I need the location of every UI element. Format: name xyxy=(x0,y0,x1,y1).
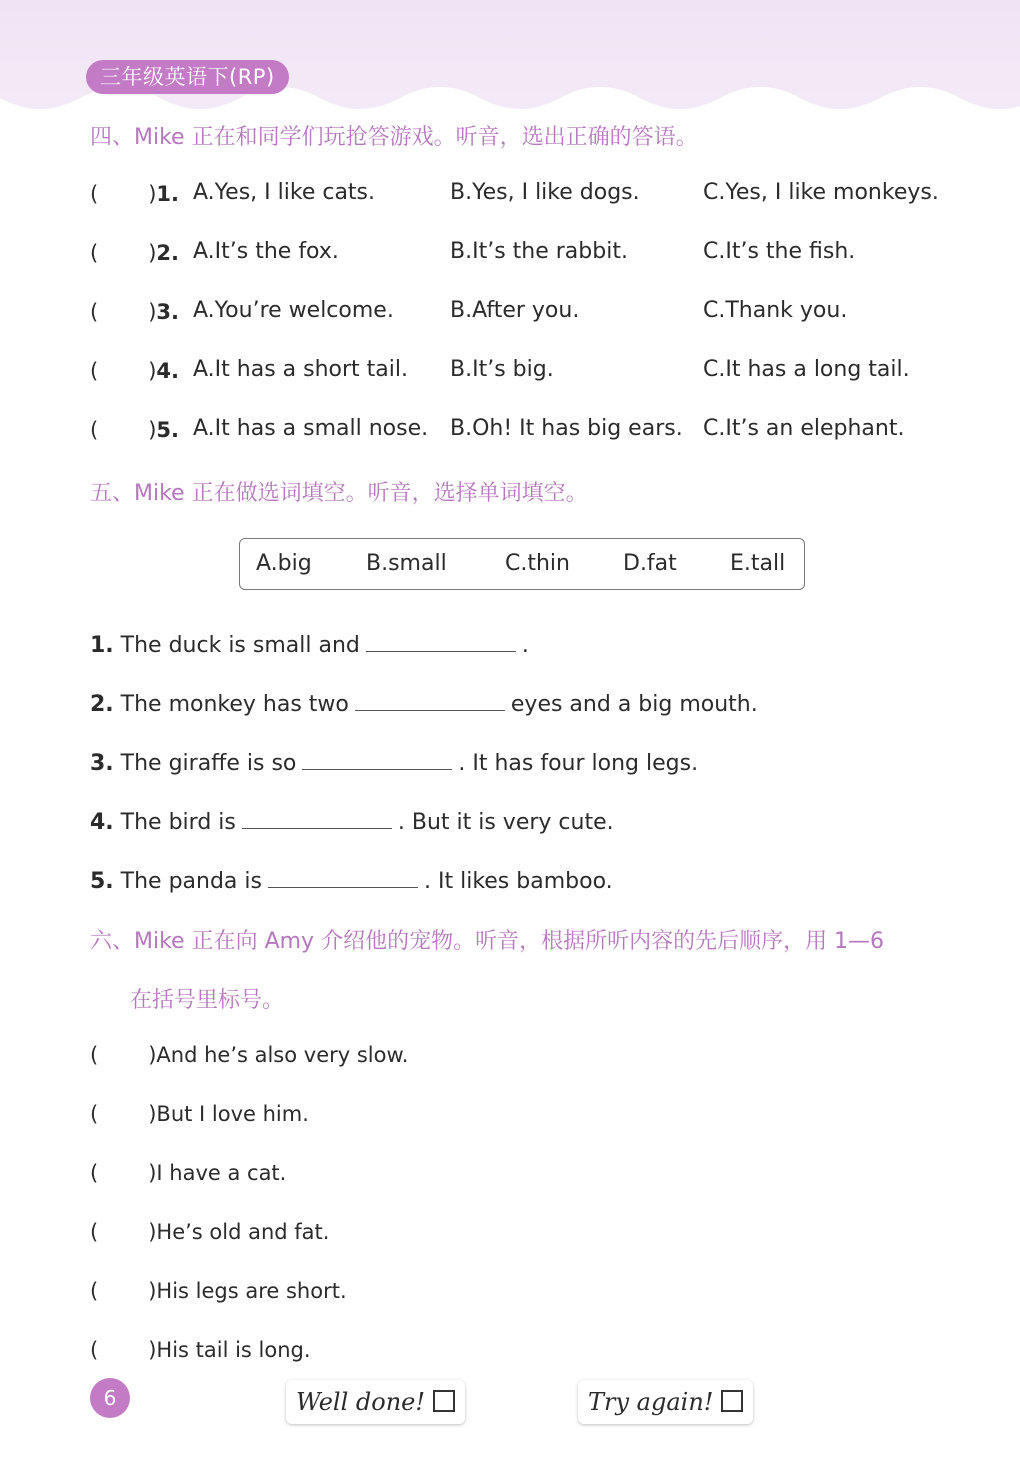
order-item-5-text: His legs are short. xyxy=(156,1279,347,1303)
fill-4-blank[interactable] xyxy=(242,806,392,829)
section4-title: 四、Mike 正在和同学们玩抢答游戏。听音，选出正确的答语。 xyxy=(90,125,698,150)
fill-3-blank[interactable] xyxy=(302,747,452,770)
q2-number: 2. xyxy=(156,241,179,265)
well-done-stamp xyxy=(286,1380,465,1424)
fill-4-before: The bird is xyxy=(120,810,236,835)
word-option-b: B.small xyxy=(366,551,447,576)
fill-2-after: eyes and a big mouth. xyxy=(510,692,758,717)
q2-option-b: B.It’s the rabbit. xyxy=(450,239,628,264)
q4-option-c: C.It has a long tail. xyxy=(703,357,910,382)
q5-number: 5. xyxy=(156,418,179,442)
well-done-label: Well done! xyxy=(296,1388,426,1416)
fill-2-blank[interactable] xyxy=(355,688,505,711)
q5-option-b: B.Oh! It has big ears. xyxy=(450,416,683,441)
order-item-4-text: He’s old and fat. xyxy=(156,1220,330,1244)
grade-badge: 三年级英语下(RP) xyxy=(86,60,289,94)
order-item-2-text: But I love him. xyxy=(156,1102,309,1126)
q1-answer-slot[interactable]: ( )1. xyxy=(90,182,179,206)
fill-5-before: The panda is xyxy=(120,869,262,894)
q4-number: 4. xyxy=(156,359,179,383)
q1-number: 1. xyxy=(156,182,179,206)
fill-2-number: 2. xyxy=(90,692,114,717)
word-option-c: C.thin xyxy=(505,551,570,576)
order-item-1-text: And he’s also very slow. xyxy=(156,1043,409,1067)
order-item-4[interactable]: ( )He’s old and fat. xyxy=(90,1220,330,1244)
order-item-1[interactable]: ( )And he’s also very slow. xyxy=(90,1043,409,1067)
q4-answer-slot[interactable]: ( )4. xyxy=(90,359,179,383)
order-item-5[interactable]: ( )His legs are short. xyxy=(90,1279,347,1303)
fill-5-blank[interactable] xyxy=(268,865,418,888)
order-item-3[interactable]: ( )I have a cat. xyxy=(90,1161,287,1185)
q2-option-a: A.It’s the fox. xyxy=(193,239,339,264)
q1-option-a: A.Yes, I like cats. xyxy=(193,180,376,205)
well-done-checkbox[interactable] xyxy=(433,1390,455,1412)
q3-option-a: A.You’re welcome. xyxy=(193,298,394,323)
try-again-checkbox[interactable] xyxy=(721,1390,743,1412)
try-again-label: Try again! xyxy=(588,1388,714,1416)
fill-3-number: 3. xyxy=(90,751,114,776)
fill-item-4 xyxy=(90,806,614,835)
order-item-3-text: I have a cat. xyxy=(156,1161,287,1185)
q3-answer-slot[interactable]: ( )3. xyxy=(90,300,179,324)
fill-item-2 xyxy=(90,688,758,717)
section5-title: 五、Mike 正在做选词填空。听音，选择单词填空。 xyxy=(90,481,588,506)
q3-option-b: B.After you. xyxy=(450,298,580,323)
q5-option-c: C.It’s an elephant. xyxy=(703,416,905,441)
q5-answer-slot[interactable]: ( )5. xyxy=(90,418,179,442)
fill-5-after: . It likes bamboo. xyxy=(424,869,613,894)
q1-option-c: C.Yes, I like monkeys. xyxy=(703,180,939,205)
fill-2-before: The monkey has two xyxy=(120,692,349,717)
fill-item-3 xyxy=(90,747,698,776)
section6-title-line2: 在括号里标号。 xyxy=(130,988,285,1013)
order-item-2[interactable]: ( )But I love him. xyxy=(90,1102,309,1126)
fill-5-number: 5. xyxy=(90,869,114,894)
fill-4-after: . But it is very cute. xyxy=(397,810,614,835)
section6-title-line1: 六、Mike 正在向 Amy 介绍他的宠物。听音，根据所听内容的先后顺序，用 1—6 xyxy=(90,929,885,954)
fill-4-number: 4. xyxy=(90,810,114,835)
q4-option-b: B.It’s big. xyxy=(450,357,554,382)
fill-3-before: The giraffe is so xyxy=(120,751,297,776)
word-option-a: A.big xyxy=(256,551,312,576)
try-again-stamp xyxy=(578,1380,753,1424)
fill-3-after: . It has four long legs. xyxy=(458,751,699,776)
q2-option-c: C.It’s the fish. xyxy=(703,239,856,264)
word-option-d: D.fat xyxy=(623,551,677,576)
order-item-6[interactable]: ( )His tail is long. xyxy=(90,1338,311,1362)
q3-number: 3. xyxy=(156,300,179,324)
q5-option-a: A.It has a small nose. xyxy=(193,416,429,441)
q4-option-a: A.It has a short tail. xyxy=(193,357,408,382)
fill-1-before: The duck is small and xyxy=(120,633,360,658)
fill-1-number: 1. xyxy=(90,633,114,658)
word-bank xyxy=(239,538,805,590)
fill-item-5 xyxy=(90,865,613,894)
fill-item-1 xyxy=(90,629,529,658)
q2-answer-slot[interactable]: ( )2. xyxy=(90,241,179,265)
order-item-6-text: His tail is long. xyxy=(156,1338,311,1362)
fill-1-blank[interactable] xyxy=(366,629,516,652)
page-number: 6 xyxy=(90,1378,130,1418)
q3-option-c: C.Thank you. xyxy=(703,298,848,323)
q1-option-b: B.Yes, I like dogs. xyxy=(450,180,640,205)
word-option-e: E.tall xyxy=(730,551,786,576)
fill-1-after: . xyxy=(521,633,529,658)
